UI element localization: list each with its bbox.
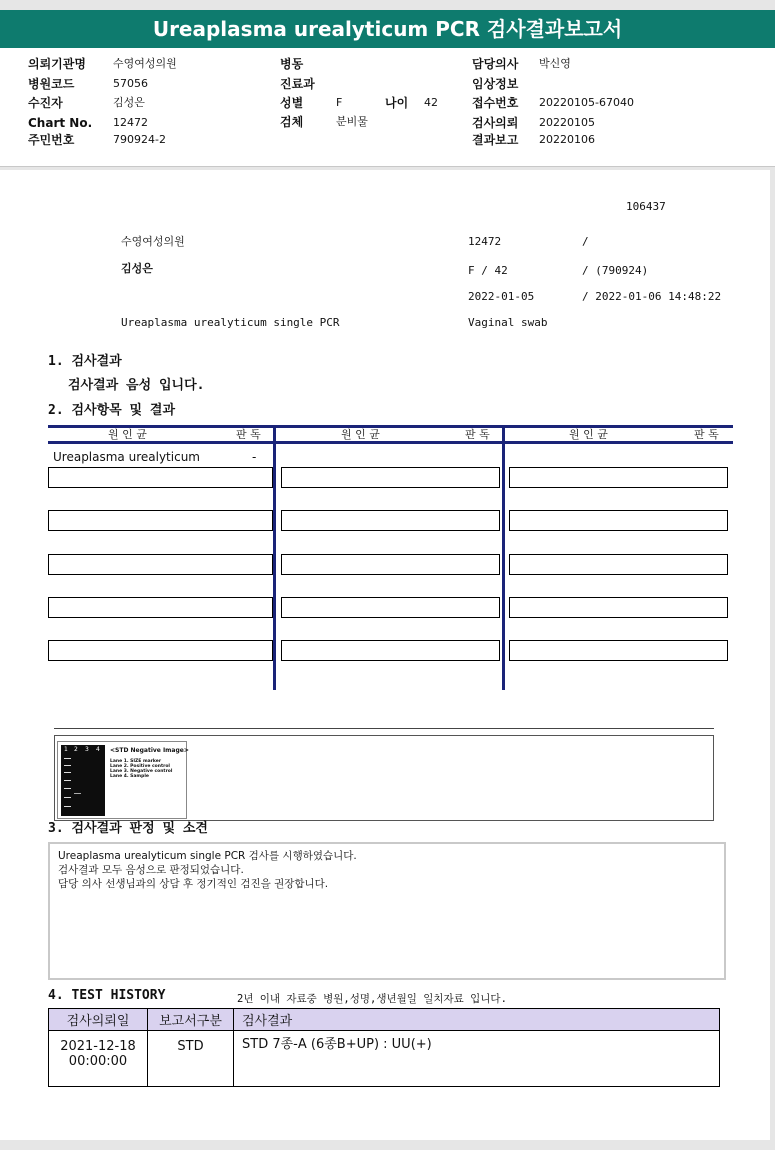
report-title: Ureaplasma urealyticum PCR 검사결과보고서 <box>0 10 775 48</box>
report-institution: 수영여성의원 <box>121 235 185 248</box>
section2-title: 2. 검사항목 및 결과 <box>48 403 176 418</box>
col-organism-header: 원 인 균 <box>108 428 147 441</box>
history-col-date: 검사의뢰일 <box>49 1009 148 1031</box>
history-table <box>48 1008 720 1087</box>
col-judgement-header: 판 독 <box>694 428 719 441</box>
report-reported-datetime: / 2022-01-06 14:48:22 <box>582 290 722 303</box>
table-header-rule <box>48 441 733 444</box>
result-box <box>48 554 273 575</box>
history-time: 00:00:00 <box>68 1054 128 1069</box>
history-date-cell <box>49 1031 148 1087</box>
department-label: 진료과 <box>280 77 315 91</box>
opinion-box <box>48 842 726 980</box>
lane-number: 1 <box>64 746 68 753</box>
report-received-date: 2022-01-05 <box>468 290 535 303</box>
result-box <box>48 510 273 531</box>
gel-legend-item: Lane 4. Sample <box>110 774 149 779</box>
report-test-name: Ureaplasma urealyticum single PCR <box>121 316 340 329</box>
result-box <box>48 640 273 661</box>
history-col-type: 보고서구분 <box>148 1009 234 1031</box>
col-organism-header: 원 인 균 <box>569 428 608 441</box>
specimen-label: 검체 <box>280 115 304 129</box>
lane-number: 2 <box>74 746 78 753</box>
request-date-value: 20220105 <box>539 116 595 129</box>
history-row <box>49 1031 720 1087</box>
result-box <box>509 640 728 661</box>
report-patient: 김성은 <box>121 262 153 275</box>
ward-label: 병동 <box>280 57 304 71</box>
chart-no-value: 12472 <box>113 116 148 129</box>
lane-number: 3 <box>85 746 89 753</box>
history-note: 2년 이내 자료중 병원,성명,생년월일 일치자료 입니다. <box>237 993 507 1005</box>
report-resident: / (790924) <box>582 264 649 277</box>
patient-label: 수진자 <box>28 96 63 110</box>
result-box <box>281 554 500 575</box>
opinion-line: 검사결과 모두 음성으로 판정되었습니다. <box>58 864 244 876</box>
sex-value: F <box>336 96 343 109</box>
section1-title: 1. 검사결과 <box>48 354 122 369</box>
institution-value: 수영여성의원 <box>113 57 177 70</box>
result-box <box>281 467 500 488</box>
report-date-label: 결과보고 <box>472 133 519 147</box>
gel-image-card <box>57 741 187 819</box>
resident-no-label: 주민번호 <box>28 133 75 147</box>
gel-electrophoresis-image <box>61 745 105 816</box>
gel-legend-item: Lane 3. Negative control <box>110 769 173 774</box>
section3-title: 3. 검사결과 판정 및 소견 <box>48 821 208 836</box>
patient-value: 김성은 <box>113 96 145 109</box>
gel-legend-item: Lane 1. SIZE marker <box>110 759 162 764</box>
sex-label: 성별 <box>280 96 304 110</box>
table-col-divider <box>502 425 505 690</box>
age-label: 나이 <box>385 96 409 110</box>
result-summary: 검사결과 음성 입니다. <box>68 378 205 393</box>
result-box <box>281 640 500 661</box>
history-type: STD <box>148 1031 234 1087</box>
history-col-result: 검사결과 <box>234 1009 720 1031</box>
report-specimen: Vaginal swab <box>468 316 548 329</box>
result-box <box>509 510 728 531</box>
report-paper <box>0 170 770 1140</box>
receipt-no-value: 20220105-67040 <box>539 96 634 109</box>
divider <box>54 728 714 729</box>
section4-title: 4. TEST HISTORY <box>48 988 166 1003</box>
report-sex-age: F / 42 <box>468 264 508 277</box>
table-top-rule <box>48 425 733 428</box>
result-box <box>281 510 500 531</box>
hospital-code-label: 병원코드 <box>28 77 75 91</box>
col-organism-header: 원 인 균 <box>341 428 380 441</box>
result-box <box>509 467 728 488</box>
doctor-value: 박신영 <box>539 57 571 70</box>
specimen-value: 분비물 <box>336 115 368 128</box>
institution-label: 의뢰기관명 <box>28 57 86 71</box>
col-judgement-header: 판 독 <box>236 428 261 441</box>
result-box <box>509 597 728 618</box>
request-date-label: 검사의뢰 <box>472 116 519 130</box>
chart-no-label: Chart No. <box>28 116 93 130</box>
receipt-no-label: 접수번호 <box>472 96 519 110</box>
organism-result: - <box>252 450 257 464</box>
result-box <box>48 467 273 488</box>
gel-legend-item: Lane 2. Positive control <box>110 764 170 769</box>
result-box <box>509 554 728 575</box>
gel-caption: <STD Negative Image> <box>110 747 189 754</box>
col-judgement-header: 판 독 <box>465 428 490 441</box>
opinion-line: Ureaplasma urealyticum single PCR 검사를 시행하였습니다. <box>58 850 357 862</box>
report-slash: / <box>582 235 589 248</box>
result-box <box>281 597 500 618</box>
result-box <box>48 597 273 618</box>
history-result: STD 7종-A (6종B+UP) : UU(+) <box>234 1031 720 1087</box>
doctor-label: 담당의사 <box>472 57 519 71</box>
lane-number: 4 <box>96 746 100 753</box>
report-serial: 106437 <box>626 200 666 213</box>
table-col-divider <box>273 425 276 690</box>
history-date: 2021-12-18 <box>60 1039 136 1054</box>
age-value: 42 <box>424 96 438 109</box>
resident-no-value: 790924-2 <box>113 133 166 146</box>
patient-header <box>0 48 775 167</box>
clinical-info-label: 임상정보 <box>472 77 519 91</box>
organism-name: Ureaplasma urealyticum <box>53 450 200 464</box>
opinion-line: 담당 의사 선생님과의 상담 후 정기적인 검진을 권장합니다. <box>58 878 329 890</box>
report-chart-no: 12472 <box>468 235 502 248</box>
hospital-code-value: 57056 <box>113 77 148 90</box>
report-date-value: 20220106 <box>539 133 595 146</box>
